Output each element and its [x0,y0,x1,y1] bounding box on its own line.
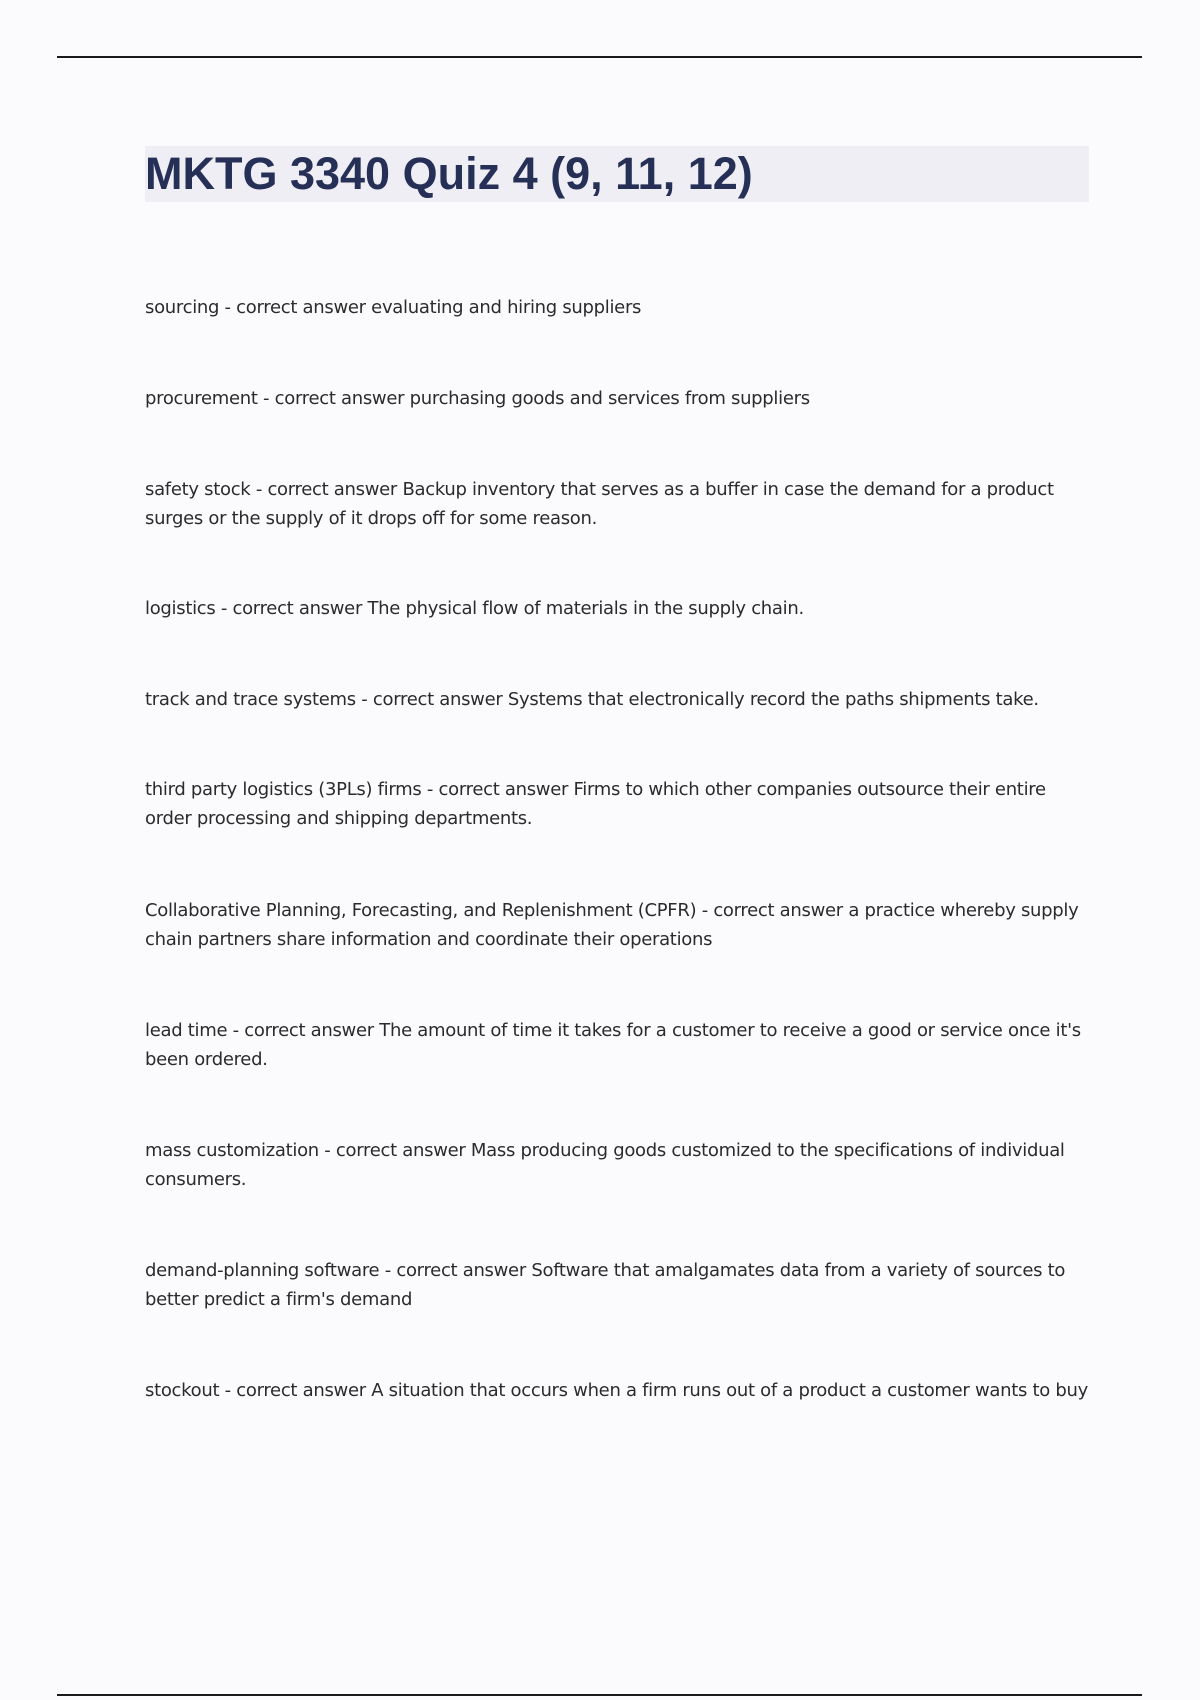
card-answer: a practice whereby supply chain partners share information and coordinate their operations [145,900,1079,950]
card-answer: Software that amalgamates data from a variety of sources to better predict a firm's demand [145,1260,1066,1310]
card-term: lead time [145,1020,228,1041]
card-separator: - correct answer [421,779,574,800]
flashcard-3pl-firms [145,775,1095,833]
card-term: third party logistics (3PLs) firms [145,779,422,800]
flashcard-stockout [145,1376,1095,1405]
header-rule [57,56,1142,58]
flashcard-demand-planning [145,1256,1095,1314]
flashcard-procurement [145,384,1095,413]
card-term: procurement [145,388,258,409]
card-answer: Firms to which other companies outsource their entire order processing and shipping departments. [145,779,1046,829]
card-separator: - correct answer [215,598,368,619]
card-term: track and trace systems [145,689,356,710]
card-separator: - correct answer [219,297,372,318]
flashcard-sourcing [145,293,1095,322]
card-separator: - correct answer [227,1020,380,1041]
card-separator: - correct answer [379,1260,532,1281]
card-term: logistics [145,598,216,619]
card-term: safety stock [145,479,251,500]
flashcard-track-and-trace [145,685,1095,714]
card-answer: purchasing goods and services from suppliers [409,388,810,409]
card-answer: A situation that occurs when a firm runs out of a product a customer wants to buy [371,1380,1088,1401]
flashcard-mass-customization [145,1136,1095,1194]
flashcard-cpfr [145,896,1095,954]
card-separator: - correct answer [250,479,403,500]
flashcard-logistics [145,594,1095,623]
card-separator: - correct answer [257,388,410,409]
card-answer: The amount of time it takes for a customer to receive a good or service once it's been ordered. [145,1020,1081,1070]
card-answer: Systems that electronically record the paths shipments take. [507,689,1039,710]
flashcard-safety-stock [145,475,1095,533]
card-term: mass customization [145,1140,319,1161]
card-term: stockout [145,1380,220,1401]
card-term: Collaborative Planning, Forecasting, and Replenishment (CPFR) [145,900,697,921]
footer-rule [57,1694,1142,1696]
card-answer: Mass producing goods customized to the specifications of individual consumers. [145,1140,1065,1190]
card-answer: The physical flow of materials in the supply chain. [367,598,804,619]
card-separator: - correct answer [355,689,508,710]
card-answer: Backup inventory that serves as a buffer in case the demand for a product surges or the supply of it drops off for some reason. [145,479,1054,529]
card-separator: - correct answer [318,1140,471,1161]
card-term: sourcing [145,297,220,318]
card-separator: - correct answer [696,900,849,921]
page-title: MKTG 3340 Quiz 4 (9, 11, 12) [145,148,753,199]
flashcard-lead-time [145,1016,1095,1074]
card-answer: evaluating and hiring suppliers [371,297,642,318]
card-term: demand-planning software [145,1260,380,1281]
card-separator: - correct answer [219,1380,372,1401]
